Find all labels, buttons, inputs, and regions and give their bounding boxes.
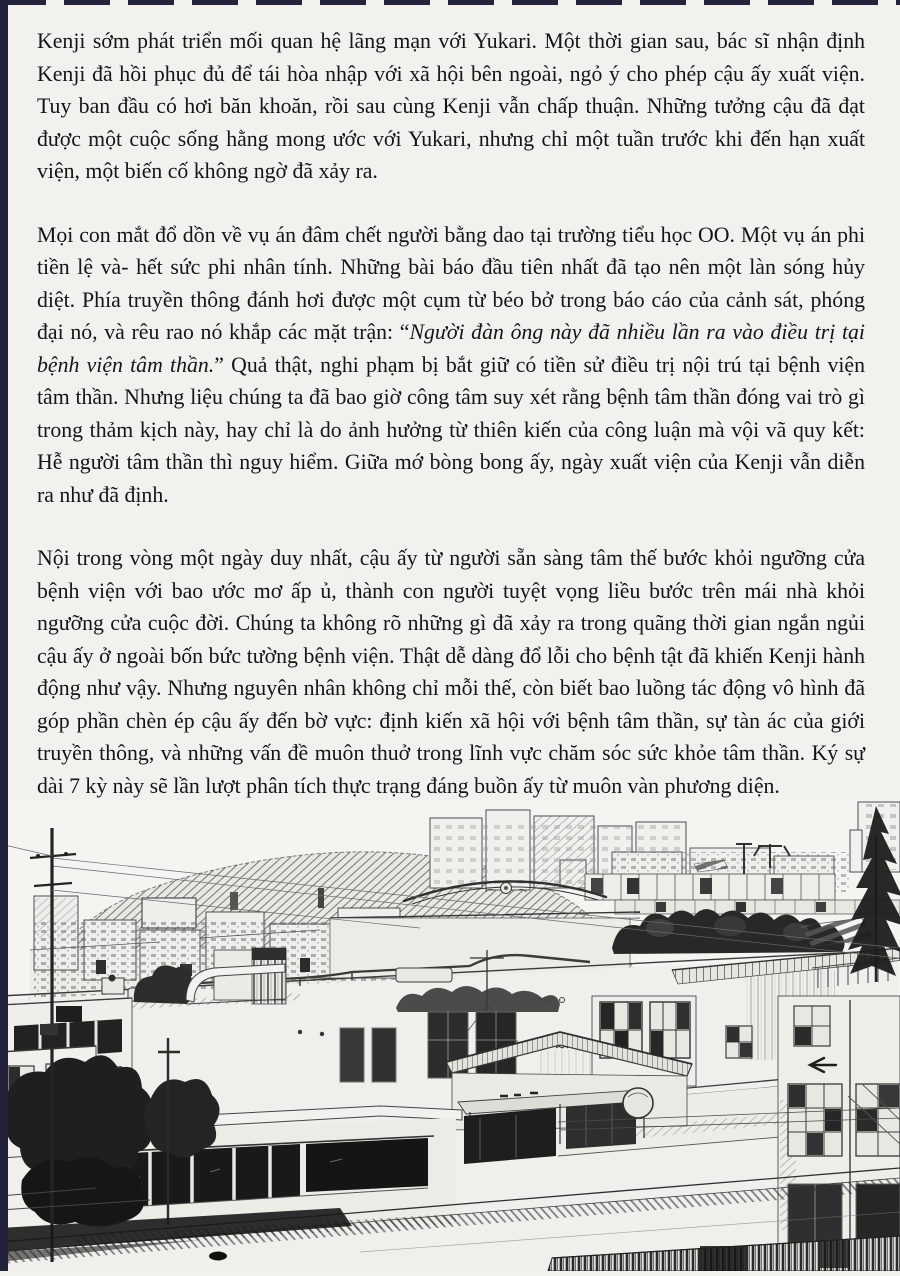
- paragraph-2-quote: Người đàn ông này đã nhiều lần ra vào điều trị tại bệnh viện tâm thần.: [37, 320, 865, 377]
- page-top-edge: [0, 0, 900, 5]
- paragraph-2-text-a: Mọi con mắt đổ dồn về vụ án đâm chết người bằng dao tại trường tiểu học OO. Một vụ án phi tiền lệ và- hết sức phi nhân tính. Những bài báo đầu tiên nhất đã tạo nên một làn sóng hủy diệt. Phía truyền thông đánh hơi được một cụm từ béo bở trong báo cáo của cảnh sát, phóng đại nó, và rêu rao nó khắp các mặt trận: “: [37, 222, 865, 344]
- page-left-edge: [0, 0, 8, 1271]
- paragraph-2-text-b: ” Quả thật, nghi phạm bị bắt giữ có tiền sử điều trị nội trú tại bệnh viện tâm thần. Nhưng liệu chúng ta đã bao giờ công tâm suy xét rằng bệnh tâm thần đóng vai trò gì trong thảm kịch này, hay chỉ là do ảnh hưởng từ thiên kiến của công luận mà vội vã quy kết: Hễ người tâm thần thì nguy hiểm. Giữa mớ bòng bong ấy, ngày xuất viện của Kenji vẫn diễn ra như đã định.: [37, 352, 865, 507]
- article-text: [37, 25, 865, 833]
- paragraph-1: [37, 25, 865, 188]
- cityscape-sketch: [0, 800, 900, 1271]
- paragraph-2: [37, 219, 865, 512]
- paragraph-3-text: Nội trong vòng một ngày duy nhất, cậu ấy từ người sẵn sàng tâm thế bước khỏi ngưỡng cửa bệnh viện với bao ước mơ ấp ủ, thành con người tuyệt vọng liều bước trên mái nhà khỏi ngưỡng cửa cuộc đời. Chúng ta không rõ những gì đã xảy ra trong quãng thời gian ngắn ngủi cậu ấy ở ngoài bốn bức tường bệnh viện. Thật dễ dàng đổ lỗi cho bệnh tật đã khiến Kenji hành động như vậy. Nhưng nguyên nhân không chỉ mỗi thế, còn biết bao luồng tác động vô hình đã góp phần chèn ép cậu ấy đến bờ vực: định kiến xã hội với bệnh tâm thần, sự tàn ác của giới truyền thông, và những vấn đề muôn thuở trong lĩnh vực chăm sóc sức khỏe tâm thần. Ký sự dài 7 kỳ này sẽ lần lượt phân tích thực trạng đáng buồn ấy từ muôn vàn phương diện.: [37, 546, 865, 798]
- paragraph-1-text: Kenji sớm phát triển mối quan hệ lãng mạn với Yukari. Một thời gian sau, bác sĩ nhận định Kenji đã hồi phục đủ để tái hòa nhập với xã hội bên ngoài, ngỏ ý cho phép cậu ấy xuất viện. Tuy ban đầu có hơi băn khoăn, rồi sau cùng Kenji vẫn chấp thuận. Những tưởng cậu đã đạt được một cuộc sống hằng mong ước với Yukari, nhưng chỉ một tuần trước khi đến hạn xuất viện, một biến cố không ngờ đã xảy ra.: [37, 29, 865, 183]
- paragraph-3: [37, 542, 865, 802]
